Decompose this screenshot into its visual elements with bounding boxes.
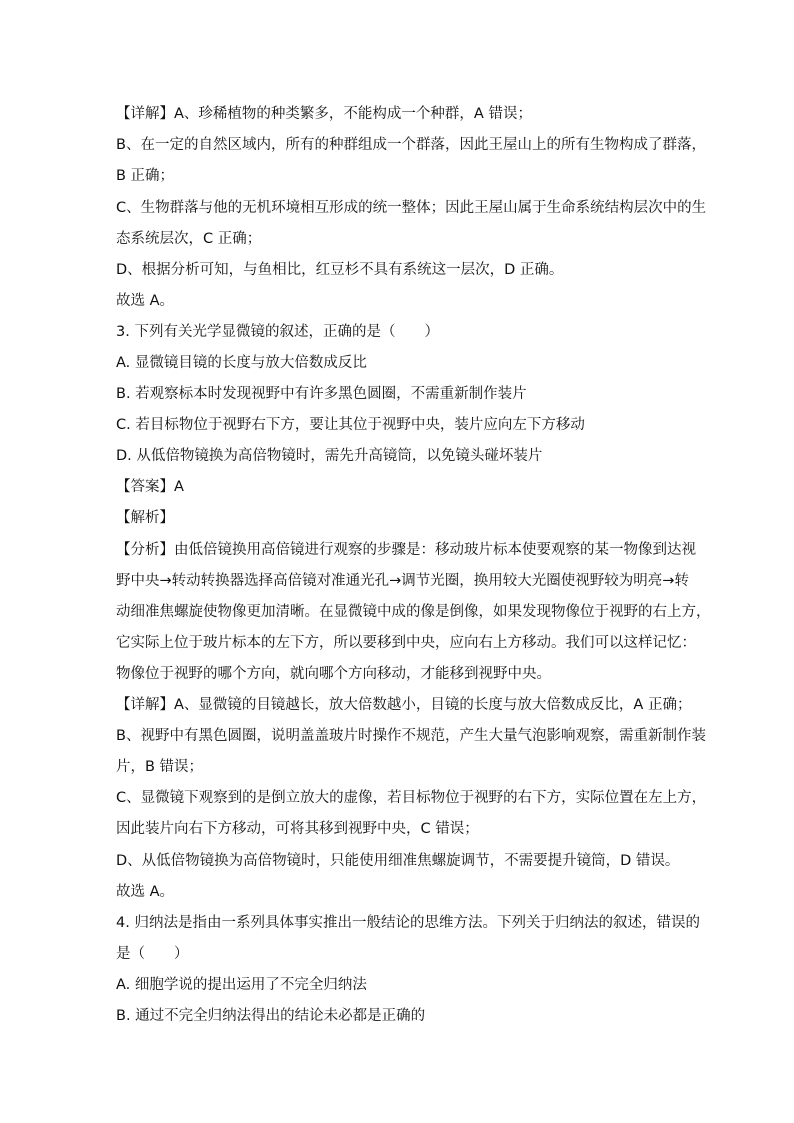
text-line: C、生物群落与他的无机环境相互形成的统一整体；因此王屋山属于生命系统结构层次中的生: [116, 200, 707, 216]
option-d: D. 从低倍物镜换为高倍物镜时，需先升高镜筒，以免镜头碰坏装片: [116, 448, 543, 464]
text-line: D、从低倍物镜换为高倍物镜时，只能使用细准焦螺旋调节，不需要提升镜筒，D 错误。: [116, 853, 680, 869]
text-line: 它实际上位于玻片标本的左下方，所以要移到中央，应向右上方移动。我们可以这样记忆：: [116, 635, 696, 651]
analysis-heading: 【解析】: [116, 510, 174, 526]
question-stem: 4. 归纳法是指由一系列具体事实推出一般结论的思维方法。下列关于归纳法的叙述，错误的: [116, 915, 700, 931]
text-line: 故选 A。: [116, 293, 175, 309]
text-line: 【详解】A、显微镜的目镜越长，放大倍数越小，目镜的长度与放大倍数成反比，A 正确；: [116, 697, 692, 713]
text-line: 故选 A。: [116, 884, 175, 900]
text-line: 是（ ）: [116, 946, 189, 962]
answer-line: 【答案】A: [116, 479, 184, 495]
text-line: B、视野中有黑色圆圈，说明盖盖玻片时操作不规范，产生大量气泡影响观察，需重新制作装: [116, 728, 706, 744]
text-line: 动细准焦螺旋使物像更加清晰。在显微镜中成的像是倒像，如果发现物像位于视野的右上方，: [116, 604, 711, 620]
text-line: B 正确；: [116, 168, 175, 184]
text-line: 野中央→转动转换器选择高倍镜对准通光孔→调节光圈，换用较大光圈使视野较为明亮→转: [116, 573, 689, 589]
text-line: 片，B 错误；: [116, 759, 204, 775]
option-b: B. 若观察标本时发现视野中有许多黑色圆圈，不需重新制作装片: [116, 386, 527, 402]
text-line: B、在一定的自然区域内，所有的种群组成一个群落，因此王屋山上的所有生物构成了群落，: [116, 137, 706, 153]
text-line: 物像位于视野的哪个方向，就向哪个方向移动，才能移到视野中央。: [116, 666, 551, 682]
option-a: A. 显微镜目镜的长度与放大倍数成反比: [116, 355, 367, 371]
text-line: 因此装片向右下方移动，可将其移到视野中央，C 错误；: [116, 821, 479, 837]
text-line: D、根据分析可知，与鱼相比，红豆杉不具有系统这一层次，D 正确。: [116, 262, 564, 278]
text-line: 态系统层次，C 正确；: [116, 231, 262, 247]
text-line: 【分析】由低倍镜换用高倍镜进行观察的步骤是：移动玻片标本使要观察的某一物像到达视: [116, 542, 696, 558]
option-c: C. 若目标物位于视野右下方，要让其位于视野中央，装片应向左下方移动: [116, 417, 585, 433]
question-stem: 3. 下列有关光学显微镜的叙述，正确的是（ ）: [116, 324, 439, 340]
text-line: 【详解】A、珍稀植物的种类繁多，不能构成一个种群，A 错误；: [116, 106, 532, 122]
option-b: B. 通过不完全归纳法得出的结论未必都是正确的: [116, 1008, 426, 1024]
option-a: A. 细胞学说的提出运用了不完全归纳法: [116, 977, 367, 993]
text-line: C、显微镜下观察到的是倒立放大的虚像，若目标物位于视野的右下方，实际位置在左上方，: [116, 790, 707, 806]
